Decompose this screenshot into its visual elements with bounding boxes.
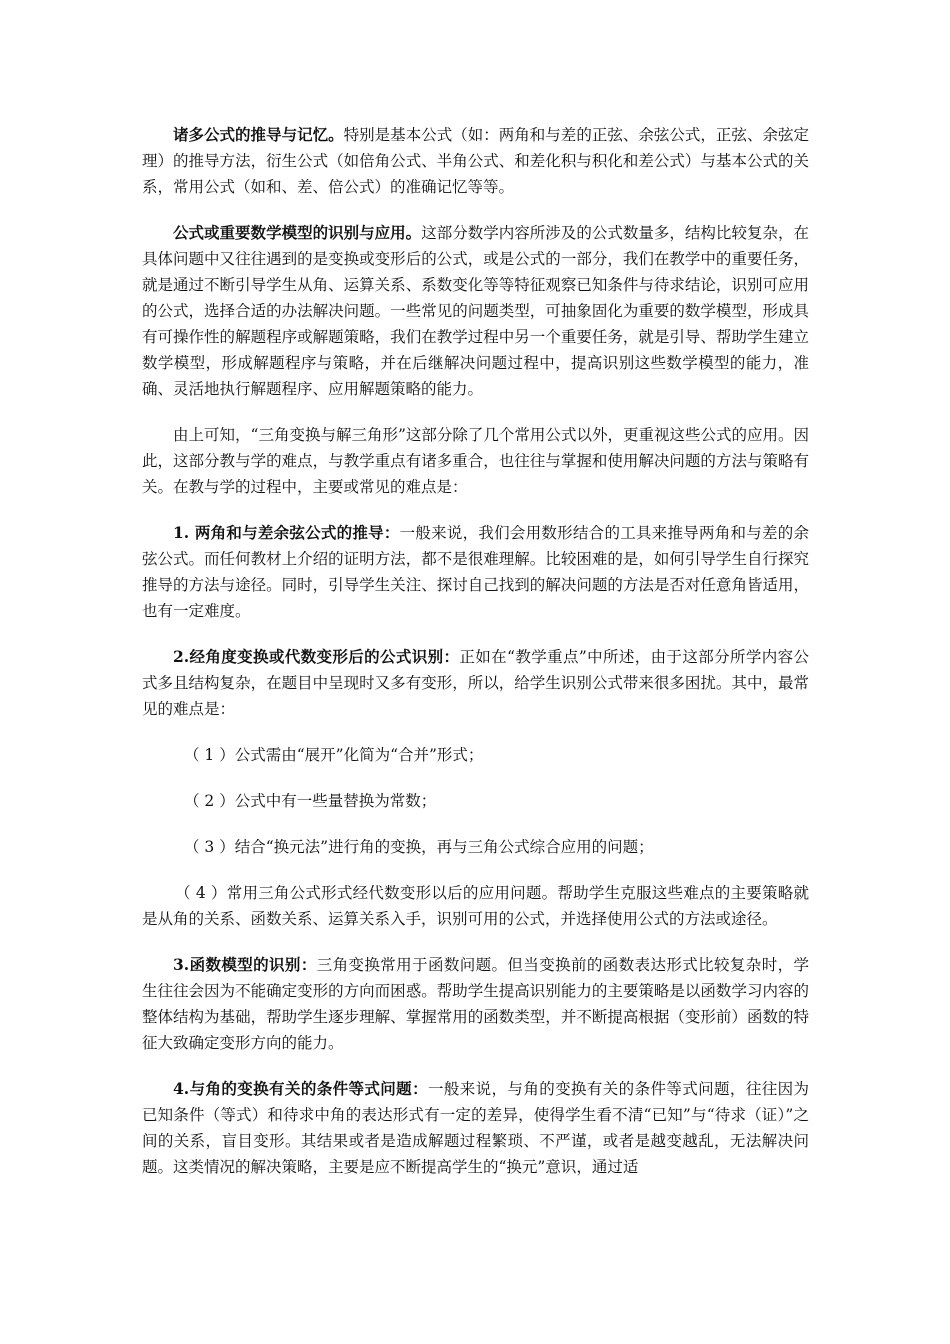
paragraph-body: 三角变换常用于函数问题。但当变换前的函数表达形式比较复杂时，学生往往会因为不能确定变形的方向而困惑。帮助学生提高识别能力的主要策略是以函数学习内容的整体结构为基础，帮助学生逐步理解、掌握常用的函数类型，并不断提高根据（变形前）函数的特征大致确定变形方向的能力。 <box>142 956 809 1052</box>
paragraph-difficulty-2 <box>142 644 809 722</box>
paragraph-body: 特别是基本公式（如：两角和与差的正弦、余弦公式，正弦、余弦定理）的推导方法，衍生公式（如倍角公式、半角公式、和差化积与积化和差公式）与基本公式的关系，常用公式（如和、差、倍公式）的准确记忆等等。 <box>142 126 809 196</box>
paragraph-body: 一般来说，与角的变换有关的条件等式问题，往往因为已知条件（等式）和待求中角的表达形式有一定的差异，使得学生看不清“已知”与“待求（证）”之间的关系，盲目变形。其结果或者是造成解题过程繁琐、不严谨，或者是越变越乱，无法解决问题。这类情况的解决策略，主要是应不断提高学生的“换元”意识，通过适 <box>142 1080 809 1176</box>
paragraph-heading: 4.与角的变换有关的条件等式问题： <box>173 1079 428 1098</box>
paragraph-formula-derivation <box>142 122 809 200</box>
paragraph-formula-recognition <box>142 220 809 402</box>
paragraph-difficulty-3 <box>142 952 809 1056</box>
paragraph-body: 正如在“教学重点”中所述，由于这部分所学内容公式多且结构复杂，在题目中呈现时又多有变形，所以，给学生识别公式带来很多困扰。其中，最常见的难点是： <box>142 648 809 718</box>
paragraph-heading: 公式或重要数学模型的识别与应用。 <box>173 223 422 242</box>
paragraph-heading: 2.经角度变换或代数变形后的公式识别： <box>173 647 460 666</box>
sub-item-4 <box>142 880 809 932</box>
sub-item-4-body: 常用三角公式形式经代数变形以后的应用问题。帮助学生克服这些难点的主要策略就是从角的关系、函数关系、运算关系入手，识别可用的公式，并选择使用公式的方法或途径。 <box>142 884 809 928</box>
paragraph-difficulty-1 <box>142 520 809 624</box>
paragraph-heading: 诸多公式的推导与记忆。 <box>173 125 344 144</box>
paragraph-heading: 3.函数模型的识别： <box>173 955 317 974</box>
paragraph-summary <box>142 422 809 500</box>
sub-item-2: （ 2 ）公式中有一些量替换为常数； <box>184 792 437 810</box>
paragraph-body: 由上可知，“三角变换与解三角形”这部分除了几个常用公式以外，更重视这些公式的应用。因此，这部分教与学的难点，与教学重点有诸多重合，也往往与掌握和使用解决问题的方法与策略有关。在教与学的过程中，主要或常见的难点是： <box>142 426 809 496</box>
sub-item-1: （ 1 ）公式需由“展开”化简为“合并”形式； <box>184 746 484 764</box>
paragraph-body: 一般来说，我们会用数形结合的工具来推导两角和与差的余弦公式。而任何教材上介绍的证明方法，都不是很难理解。比较困难的是，如何引导学生自行探究推导的方法与途径。同时，引导学生关注、探讨自己找到的解决问题的方法是否对任意角皆适用，也有一定难度。 <box>142 524 809 620</box>
paragraph-body: 这部分数学内容所涉及的公式数量多，结构比较复杂，在具体问题中又往往遇到的是变换或变形后的公式，或是公式的一部分，我们在教学中的重要任务，就是通过不断引导学生从角、运算关系、系数变化等等特征观察已知条件与待求结论，识别可应用的公式，选择合适的办法解决问题。一些常见的问题类型，可抽象固化为重要的数学模型，形成具有可操作性的解题程序或解题策略，我们在教学过程中另一个重要任务，就是引导、帮助学生建立数学模型，形成解题程序与策略，并在后继解决问题过程中，提高识别这些数学模型的能力，准确、灵活地执行解题程序、应用解题策略的能力。 <box>142 224 809 398</box>
paragraph-difficulty-4 <box>142 1076 809 1180</box>
sub-item-3: （ 3 ）结合“换元法”进行角的变换，再与三角公式综合应用的问题； <box>184 838 654 856</box>
document-page <box>142 122 809 1180</box>
sub-item-4-number: （ 4 ） <box>175 884 227 902</box>
paragraph-heading: 1. 两角和与差余弦公式的推导： <box>173 523 400 542</box>
